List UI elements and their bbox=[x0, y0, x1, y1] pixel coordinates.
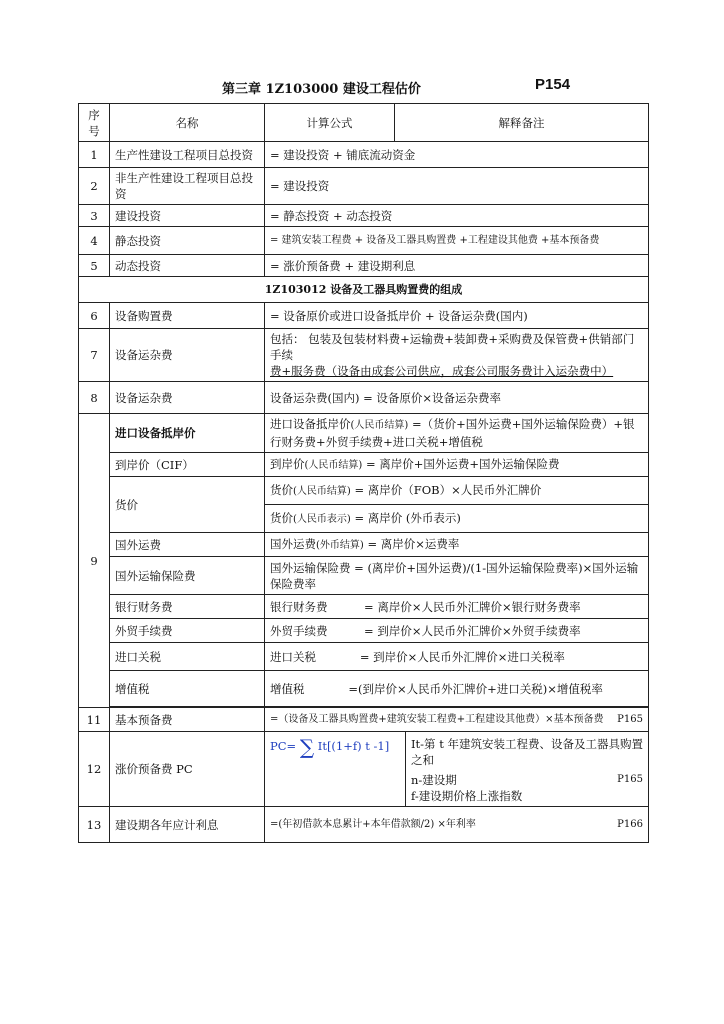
table-row bbox=[79, 671, 649, 707]
table-row bbox=[79, 205, 649, 227]
row-number: 9 bbox=[79, 414, 110, 708]
row-formula: 进口设备抵岸价(人民币结算) =（货价+国外运费+国外运输保险费）+银行财务费+外贸手续费+进口关税+增值税 bbox=[265, 414, 649, 453]
row-formula: 国外运输保险费 = (离岸价+国外运费)/(1-国外运输保险费率)×国外运输保险费率 bbox=[265, 557, 649, 595]
row-name: 生产性建设工程项目总投资 bbox=[110, 142, 265, 168]
header-formula: 计算公式 bbox=[265, 104, 395, 142]
row-formula: = 建设投资 + 铺底流动资金 bbox=[265, 142, 649, 168]
table-row bbox=[79, 142, 649, 168]
row-name: 国外运输保险费 bbox=[110, 557, 265, 595]
section-title: 1Z103012 设备及工器具购置费的组成 bbox=[79, 277, 649, 303]
header-note: 解释备注 bbox=[395, 104, 649, 142]
table-row bbox=[79, 453, 649, 477]
row-number: 13 bbox=[79, 807, 110, 843]
table-row bbox=[79, 255, 649, 277]
row-formula: 外贸手续费 = 到岸价×人民币外汇牌价×外贸手续费率 bbox=[265, 619, 649, 643]
row-name: 涨价预备费 PC bbox=[110, 732, 265, 807]
table-row bbox=[79, 807, 649, 843]
row-number: 3 bbox=[79, 205, 110, 227]
row-formula bbox=[265, 329, 649, 382]
row-number: 6 bbox=[79, 303, 110, 329]
row-formula: = 设备原价或进口设备抵岸价 + 设备运杂费(国内) bbox=[265, 303, 649, 329]
section-row bbox=[79, 277, 649, 303]
row-number: 5 bbox=[79, 255, 110, 277]
row-name: 设备购置费 bbox=[110, 303, 265, 329]
table-row bbox=[79, 382, 649, 414]
table-row bbox=[79, 732, 649, 807]
row-name: 建设期各年应计利息 bbox=[110, 807, 265, 843]
row-name: 设备运杂费 bbox=[110, 329, 265, 382]
table-row bbox=[79, 227, 649, 255]
cost-formula-table bbox=[78, 103, 649, 843]
page-reference: P166 bbox=[617, 818, 643, 830]
page-reference: P165 bbox=[617, 713, 643, 725]
row-name: 静态投资 bbox=[110, 227, 265, 255]
table-row bbox=[79, 533, 649, 557]
row-formula: P165 =（设备及工器具购置费+建筑安装工程费+工程建设其他费）×基本预备费 bbox=[265, 708, 649, 732]
row-number: 8 bbox=[79, 382, 110, 414]
row-name: 外贸手续费 bbox=[110, 619, 265, 643]
table-header-row bbox=[79, 104, 649, 142]
row-formula: 货价(人民币表示) = 离岸价 (外币表示) bbox=[265, 505, 649, 533]
row-formula: 货价(人民币结算) = 离岸价（FOB）×人民币外汇牌价 bbox=[265, 477, 649, 505]
page-title: 第三章 1Z103000 建设工程估价 bbox=[222, 82, 421, 97]
header-no: 序号 bbox=[79, 104, 110, 142]
row-formula: 国外运费(外币结算) = 离岸价×运费率 bbox=[265, 533, 649, 557]
row-name: 增值税 bbox=[110, 671, 265, 707]
row-name: 非生产性建设工程项目总投资 bbox=[110, 168, 265, 205]
row-formula: 增值税 =(到岸价×人民币外汇牌价+进口关税)×增值税率 bbox=[265, 671, 649, 707]
note-line: f-建设期价格上涨指数 bbox=[411, 789, 523, 803]
row-name: 银行财务费 bbox=[110, 595, 265, 619]
row-name: 设备运杂费 bbox=[110, 382, 265, 414]
page-header bbox=[0, 78, 724, 98]
table-row bbox=[79, 595, 649, 619]
row-formula: 到岸价(人民币结算) = 离岸价+国外运费+国外运输保险费 bbox=[265, 453, 649, 477]
pc-formula: PC= ∑ It[(1+f) t -1] bbox=[265, 732, 406, 806]
row-number: 12 bbox=[79, 732, 110, 807]
row-number: 2 bbox=[79, 168, 110, 205]
row-formula: 进口关税 = 到岸价×人民币外汇牌价×进口关税率 bbox=[265, 643, 649, 671]
row-name: 基本预备费 bbox=[110, 708, 265, 732]
page-reference: P154 bbox=[535, 76, 571, 93]
row-formula: = 建筑安装工程费 + 设备及工器具购置费 +工程建设其他费 +基本预备费 bbox=[265, 227, 649, 255]
header-name: 名称 bbox=[110, 104, 265, 142]
row-name: 进口关税 bbox=[110, 643, 265, 671]
formula-line: 费+服务费（设备由成套公司供应，成套公司服务费计入运杂费中） bbox=[270, 364, 614, 378]
table-row bbox=[79, 168, 649, 205]
table-row bbox=[79, 414, 649, 453]
pc-notes bbox=[406, 732, 649, 806]
row-formula: P166 =(年初借款本息累计+本年借款额/2) ×年利率 bbox=[265, 807, 649, 843]
row-name: 进口设备抵岸价 bbox=[110, 414, 265, 453]
row-formula: 银行财务费 = 离岸价×人民币外汇牌价×银行财务费率 bbox=[265, 595, 649, 619]
row-formula: = 涨价预备费 + 建设期利息 bbox=[265, 255, 649, 277]
table-row bbox=[79, 303, 649, 329]
table-row bbox=[79, 708, 649, 732]
row-formula: 设备运杂费(国内) = 设备原价×设备运杂费率 bbox=[265, 382, 649, 414]
page-reference: P165 bbox=[617, 774, 643, 785]
table-row bbox=[79, 557, 649, 595]
row-name: 建设投资 bbox=[110, 205, 265, 227]
note-line: n-建设期 P165 bbox=[411, 773, 643, 787]
row-name: 国外运费 bbox=[110, 533, 265, 557]
row-name: 货价 bbox=[110, 477, 265, 533]
table-row bbox=[79, 329, 649, 382]
row-formula bbox=[265, 732, 649, 807]
row-number: 1 bbox=[79, 142, 110, 168]
row-number: 4 bbox=[79, 227, 110, 255]
note-line: It-第 t 年建筑安装工程费、设备及工器具购置之和 bbox=[411, 737, 643, 767]
row-formula: = 建设投资 bbox=[265, 168, 649, 205]
table-row bbox=[79, 643, 649, 671]
table-row bbox=[79, 619, 649, 643]
row-number: 7 bbox=[79, 329, 110, 382]
row-formula: = 静态投资 + 动态投资 bbox=[265, 205, 649, 227]
row-name: 动态投资 bbox=[110, 255, 265, 277]
formula-line: 包括： 包装及包装材料费+运输费+装卸费+采购费及保管费+供销部门手续 bbox=[270, 332, 635, 362]
row-number: 11 bbox=[79, 708, 110, 732]
row-name: 到岸价（CIF） bbox=[110, 453, 265, 477]
table-row bbox=[79, 477, 649, 505]
